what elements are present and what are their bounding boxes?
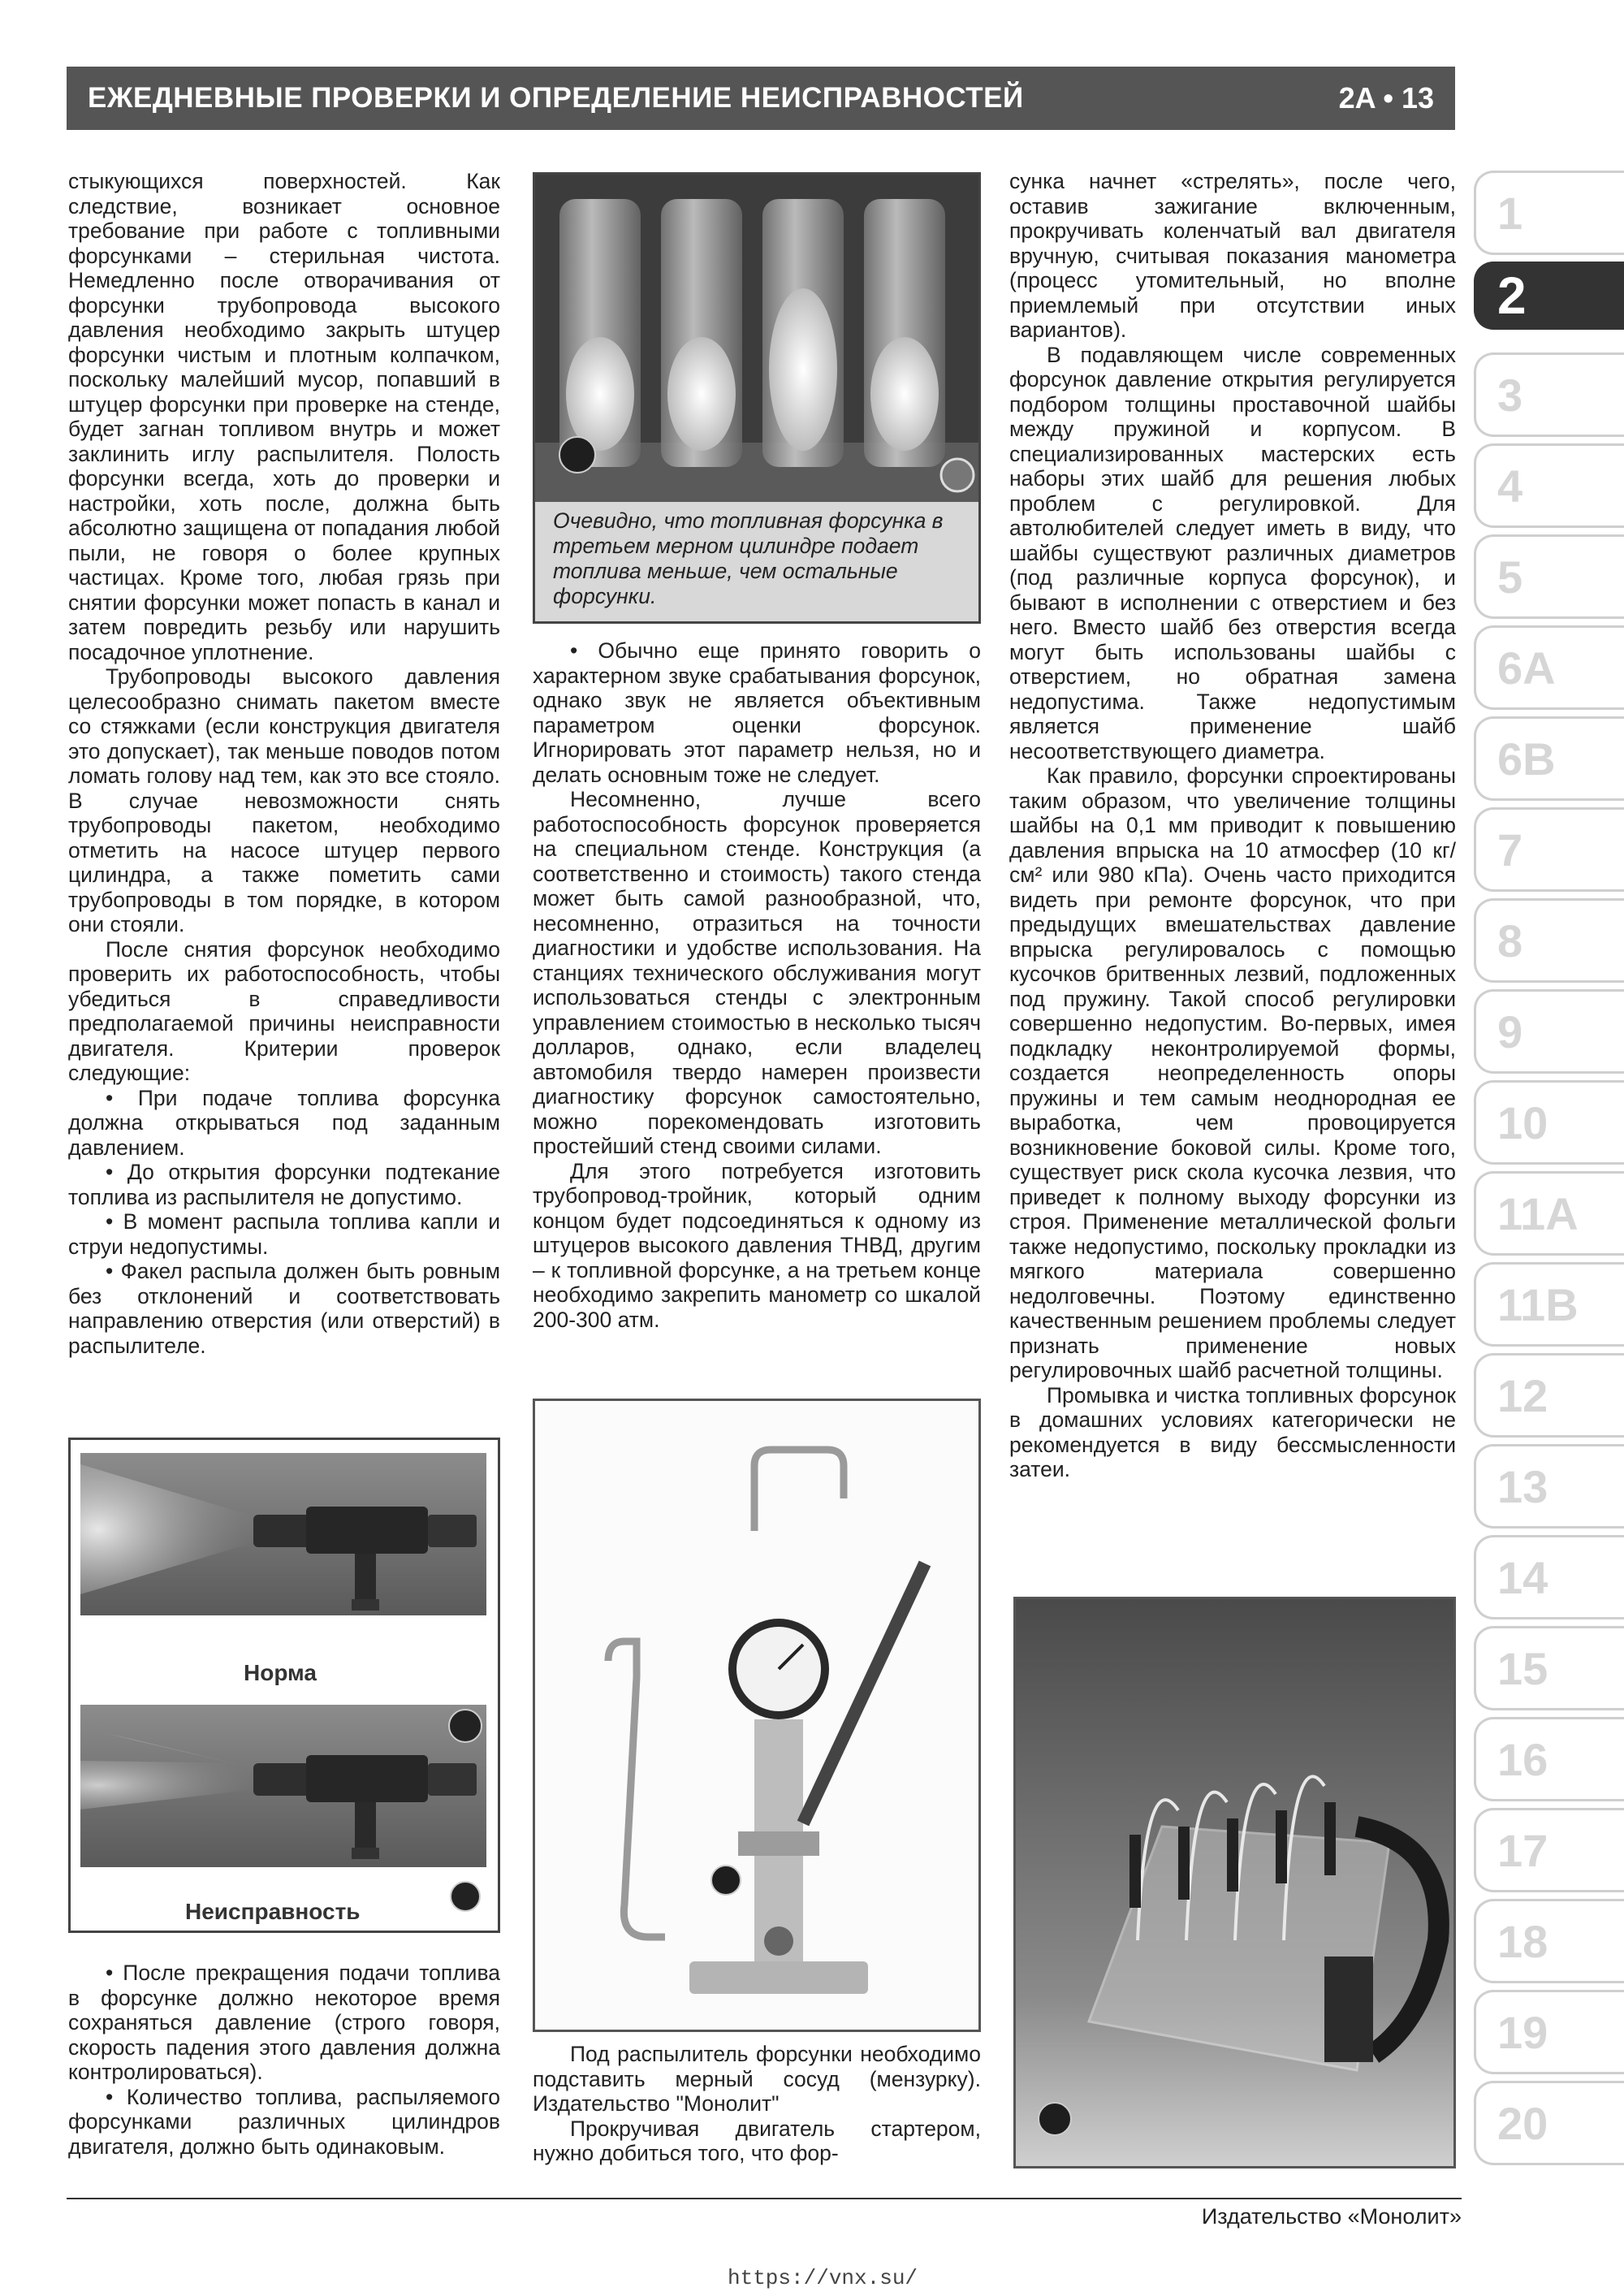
footer-rule: [67, 2198, 1462, 2199]
chapter-tab-18[interactable]: 18: [1474, 1899, 1624, 1983]
paragraph: Промывка и чистка топливных форсунок в домашних условиях категорически не рекомендуется в виду бессмысленности затеи.: [1009, 1382, 1456, 1481]
test-stand-illustration: [535, 1401, 978, 2030]
chapter-tab-6b[interactable]: 6B: [1474, 716, 1624, 801]
paragraph: • Обычно еще принято говорить о характерном звуке срабатывания форсунок, однако звук не является объективным параметром оценки форсунок. Игнорировать этот параметр нельзя, но и делать основным тоже не следует.: [533, 638, 981, 787]
chapter-tab-10[interactable]: 10: [1474, 1080, 1624, 1165]
chapter-tab-3[interactable]: 3: [1474, 352, 1624, 437]
paragraph: Несомненно, лучше всего работоспособность форсунок проверяется на специальном стенде. Конструкция (а соответственно и стоимость) такого стенда может быть самой разнообразной, что, несомненно, отразиться на точности диагностики и удобстве использования. На станциях технического обслуживания могут использоваться стенды с электронным управлением стоимостью в несколько тысяч долларов, однако, если владелец автомобиля твердо намерен произвести диагностику форсунок самостоятельно, можно порекомендовать изготовить простейший стенд своими силами.: [533, 787, 981, 1158]
label-norm: Норма: [244, 1660, 317, 1685]
chapter-tab-7[interactable]: 7: [1474, 807, 1624, 892]
paragraph: Как правило, форсунки спроектированы таким образом, что увеличение толщины шайбы на 0,1 мм приводит к повышению давления впрыска на 10 атмосфер (10 кг/см² или 980 кПа). Очень часто приходится видеть при ремонте форсунок, что при предыдущих вмешательствах давление впрыска регулировалось с помощью кусочков бритвенных лезвий, подложенных под пружину. Такой способ регулировки совершенно недопустим. Во-первых, имея подкладку неконтролируемой формы, создается неопределенность опоры пружины и тем самым неоднородная ее выработка, чем провоцируется возникновение боковой силы. Кроме того, существует риск скола кусочка лезвия, что приведет к полному выходу форсунки из строя. Применение металлической фольги также недопустимо, поскольку прокладки из мягкого материала совершенно недолговечны. Поэтому единственно качественным решением проблемы следует признать применение новых регулировочных шайб расчетной толщины.: [1009, 763, 1456, 1382]
chapter-tab-6a[interactable]: 6A: [1474, 625, 1624, 710]
chapter-tab-12[interactable]: 12: [1474, 1353, 1624, 1438]
chapter-tab-17[interactable]: 17: [1474, 1808, 1624, 1892]
injector-rack-illustration: [1016, 1599, 1453, 2166]
paragraph: Трубопроводы высокого давления целесообразно снимать пакетом вместе со стяжками (если конструкция двигателя это допускает), так меньше поводов потом ломать голову над тем, как это все стояло. В случае невозможности снять трубопроводы пакетом, необходимо отметить на насосе штуцер первого цилиндра, а также пометить сами трубопроводы в том порядке, в котором они стояли.: [68, 664, 500, 936]
section-title: ЕЖЕДНЕВНЫЕ ПРОВЕРКИ И ОПРЕДЕЛЕНИЕ НЕИСПРАВНОСТЕЙ: [88, 82, 1024, 114]
bullet-item: • Факел распыла должен быть ровным без отклонений и соответствовать направлению отверстия (или отверстий) в распылителе.: [68, 1259, 500, 1358]
text-column-1-bottom: [68, 1961, 500, 2159]
chapter-tab-14[interactable]: 14: [1474, 1535, 1624, 1619]
bullet-item: • При подаче топлива форсунка должна открываться под заданным давлением.: [68, 1085, 500, 1160]
text-column-1: [68, 169, 500, 1358]
chapter-tab-4[interactable]: 4: [1474, 443, 1624, 528]
publisher-logo-icon: [1039, 2103, 1071, 2135]
chapter-tab-9[interactable]: 9: [1474, 989, 1624, 1074]
page-header: [67, 67, 1455, 130]
label-fault: Неисправность: [185, 1899, 361, 1924]
chapter-tab-1[interactable]: 1: [1474, 171, 1624, 255]
photo-caption: Очевидно, что топливная форсунка в третьем мерном цилиндре подает топлива меньше, чем остальные форсунки.: [553, 508, 944, 608]
bullet-item: • В момент распыла топлива капли и струи недопустимы.: [68, 1209, 500, 1259]
chapter-tab-19[interactable]: 19: [1474, 1990, 1624, 2074]
paragraph: Для этого потребуется изготовить трубопровод-тройник, который одним концом будет подсоединяться к одному из штуцеров высокого давления ТНВД, другим – к топливной форсунке, а на третьем конце необходимо закрепить манометр со шкалой 200-300 атм.: [533, 1158, 981, 1332]
chapter-tab-15[interactable]: 15: [1474, 1626, 1624, 1710]
chapter-tab-2[interactable]: 2: [1474, 262, 1624, 330]
text-column-2-bottom: [533, 2042, 981, 2166]
paragraph: стыкующихся поверхностей. Как следствие, возникает основное требование при работе с топливными форсунками – стерильная чистота. Немедленно после отворачивания от форсунки трубопровода высокого давления необходимо закрыть штуцер форсунки чистым и плотным колпачком, поскольку малейший мусор, попавший в штуцер форсунки при проверке на стенде, будет загнан топливом внутрь и может заклинить иглу распылителя. Полость форсунки всегда, хоть до проверки и настройки, хоть после, должна быть абсолютно защищена от попадания любой пыли, не говоря о более крупных частицах. Кроме того, любая грязь при снятии форсунки может попасть в канал и затем повредить резьбу или нарушить посадочное уплотнение.: [68, 169, 500, 664]
publisher-logo-icon: [559, 437, 595, 473]
chapter-tab-16[interactable]: 16: [1474, 1717, 1624, 1801]
paragraph: В подавляющем числе современных форсунок давление открытия регулируется подбором толщины проставочной шайбы между пружиной и корпусом. В специализированных мастерских есть наборы этих шайб для решения любых проблем с регулировкой. Для автолюбителей следует иметь в виду, что шайбы существуют различных диаметров (под различные корпуса форсунок), и бывают в исполнении с отверстием и без него. Вместо шайб без отверстия всегда могут быть использованы шайбы с отверстием, но обратная замена недопустима. Также недопустимым является применение шайб несоответствующего диаметра.: [1009, 342, 1456, 763]
bullet-item: • После прекращения подачи топлива в форсунке должно некоторое время сохраняться давление (строго говоря, скорость падения этого давления должна контролироваться).: [68, 1961, 500, 2084]
chapter-tab-11b[interactable]: 11B: [1474, 1262, 1624, 1347]
measuring-cylinders-illustration: [535, 175, 978, 505]
chapter-tab-5[interactable]: 5: [1474, 534, 1624, 619]
bullet-item: • До открытия форсунки подтекание топлива из распылителя не допустимо.: [68, 1160, 500, 1209]
publisher-logo-icon: [449, 1710, 482, 1742]
chapter-tab-11a[interactable]: 11A: [1474, 1171, 1624, 1256]
measuring-cylinders-photo: [533, 172, 981, 505]
text-column-3: [1009, 169, 1456, 1482]
text-column-2: [533, 638, 981, 1332]
footer-url[interactable]: https://vnx.su/: [728, 2266, 918, 2290]
page-number: 2A • 13: [1338, 81, 1434, 115]
footer-publisher: Издательство «Монолит»: [1201, 2204, 1462, 2229]
paragraph: сунка начнет «стрелять», после чего, оставив зажигание включенным, прокручивать коленчатый вал двигателя вручную, считывая показания манометра (процесс утомительный, но вполне приемлемый при отсутствии иных вариантов).: [1009, 169, 1456, 342]
chapter-tab-8[interactable]: 8: [1474, 898, 1624, 983]
paragraph: После снятия форсунок необходимо проверить их работоспособность, чтобы убедиться в справедливости предполагаемой причины неисправности двигателя. Критерии проверок следующие:: [68, 936, 500, 1085]
publisher-logo-icon: [711, 1866, 741, 1895]
publisher-logo-icon: [451, 1882, 480, 1911]
chapter-tab-20[interactable]: 20: [1474, 2081, 1624, 2165]
paragraph: Прокручивая двигатель стартером, нужно добиться того, что фор-: [533, 2116, 981, 2165]
injector-test-stand-photo: [533, 1399, 981, 2032]
bullet-item: • Количество топлива, распыляемого форсунками различных цилиндров двигателя, должно быть одинаковым.: [68, 2084, 500, 2159]
photo-caption-box: [533, 502, 981, 624]
chapter-tab-13[interactable]: 13: [1474, 1444, 1624, 1529]
injector-rack-photo: [1013, 1597, 1456, 2168]
paragraph: Под распылитель форсунки необходимо подставить мерный сосуд (мензурку). Издательство "Монолит": [533, 2042, 981, 2116]
